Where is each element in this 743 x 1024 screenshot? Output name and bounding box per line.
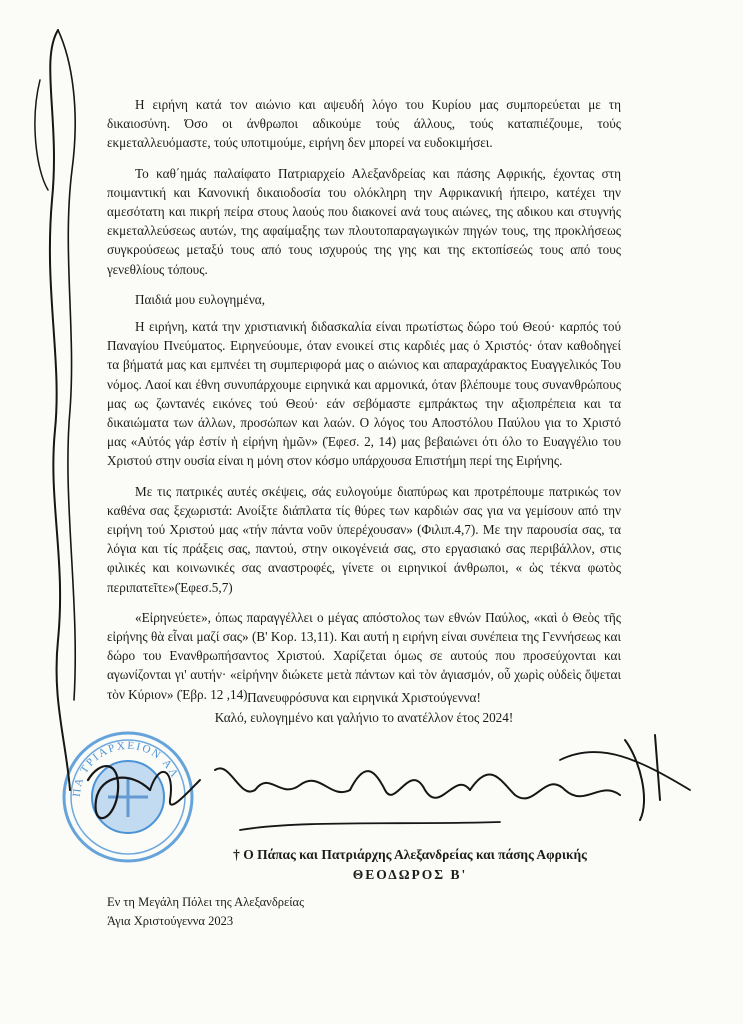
patriarchate-seal <box>58 727 198 867</box>
closing-line-2: Καλό, ευλογημένο και γαλήνιο το ανατέλλον έτος 2024! <box>214 710 514 725</box>
paragraph-4: Με τις πατρικές αυτές σκέψεις, σάς ευλογούμε διαπύρως και προτρέπουμε πατρικώς τον καθένα σας ξεχωριστά: Ανοίξτε διάπλατα τίς θύρες των καρδιών σας για να γεμίσουν από την ειρήνη τού Χριστού μας «τήν πάντα νοῦν ὑπερέχουσαν» (Φιλιπ.4,7). Με την παρουσία σας, τα λόγια και τίς πράξεις σας, παντού, στην οικογένειά σας, στο εργασιακό σας περιβάλλον, στις φιλικές και κοινωνικές σας αναστροφές, γίνετε οι ειρηνικοί άνθρωποι, « ὡς τέκνα φωτὸς περιπατεῖτε»(Έφεσ.5,7) <box>107 483 621 595</box>
letter-body <box>107 95 621 715</box>
signature-name: ΘΕΟΔΩΡΟΣ Β' <box>352 867 468 882</box>
place-line: Εν τη Μεγάλη Πόλει της Αλεξανδρείας <box>107 895 305 909</box>
place-date <box>107 893 304 931</box>
closing-line-1: Πανευφρόσυνα και ειρηνικά Χριστούγεννα! <box>247 690 481 705</box>
date-line: Άγια Χριστούγεννα 2023 <box>107 914 234 928</box>
paragraph-3: Η ειρήνη, κατά την χριστιανική διδασκαλία είναι πρωτίστως δώρο τού Θεού· καρπός τού Παναγίου Πνεύματος. Ειρηνεύουμε, όταν ενοικεί στις καρδιές μας ό Χριστός· όταν καθοδηγεί τα βήματά μας και εμπνέει τη συμπεριφορά μας ο αιώνιος και απαραχάρακτος Ευαγγελικός Του νόμος. Λαοί και έθνη συνυπάρχουμε ειρηνικά και αρμονικά, όταν βλέπουμε τους συνανθρώπους μας ως ζωντανές εικόνες τού Θεού· εάν σεβόμαστε εμπράκτως την αξιοπρέπεια και τα δικαιώματα των άλλων, προσώπων και λαών. Ο λόγος του Αποστόλου Παύλου για το Χριστό μας «Αὐτός γάρ ἐστίν ἡ εἰρήνη ἡμῶν» (Έφεσ. 2, 14) μας βεβαιώνει ότι όλο το Ευαγγέλιο του Χριστού στην ουσία είναι η μόνη στον κόσμο υπάρχουσα Επιστήμη περί της Ειρήνης. <box>107 319 621 469</box>
paragraph-1: Η ειρήνη κατά τον αιώνιο και αψευδή λόγο του Κυρίου μας συμπορεύεται με τη δικαιοσύνη. Όσο οι άνθρωποι αδικούμε τούς άλλους, τούς καταπιέζουμε, τούς εκμεταλλευόμαστε, τούς υποτιμούμε, ειρήνη δεν μπορεί να ευδοκιμήσει. <box>107 97 621 151</box>
paragraph-5: «Εἰρηνεύετε», όπως παραγγέλλει ο μέγας απόστολος των εθνών Παύλος, «καὶ ὁ Θεὸς τῆς εἰρήνης θὰ εἶναι μαζί σας» (Β' Κορ. 13,11). Και αυτή η ειρήνη είναι συνέπεια της Γεννήσεως και δώρο του Ενανθρωπήσαντος Χριστού. Χαρίζεται όμως σε αυτούς που προσεύχονται και αγωνίζονται γι' αυτήν· «εἰρήνην διώκετε μετὰ πάντων καὶ τὸν ἁγιασμόν, οὗ χωρὶς οὐδεὶς ὄψεται τὸν Κύριον» (Έβρ. 12 ,14). <box>107 609 621 702</box>
closing-greetings <box>107 688 621 728</box>
salutation: Παιδιά μου ευλογημένα, <box>135 291 265 307</box>
seal-text: ΠΑ ΤΡΙΑΡΧΕΙΟΝ ΑΛ <box>70 739 182 798</box>
signature-block <box>200 845 620 885</box>
signature-title: † Ο Πάπας και Πατριάρχης Αλεξανδρείας και πάσης Αφρικής <box>233 847 587 862</box>
paragraph-2: Το καθ΄ημάς παλαίφατο Πατριαρχείο Αλεξανδρείας και πάσης Αφρικής, έχοντας στη ποιμαντική και Κανονική δικαιοδοσία του ολόκληρη την Αφρικανική ήπειρο, κατέχει την αμεσότατη και πικρή πείρα στους λαούς που διακονεί ανά τους αιώνες, της αδικου και στυγνής εκμεταλλεύσεως αυτών, της αφαίμαξης των πλουτοπαραγωγικών πηγών τους, της προκλήσεως συγκρούσεως μεταξύ τους από τους ισχυρούς της γης και της εκτοπίσεώς τους από τους γενεθλίους τόπους. <box>107 165 621 277</box>
